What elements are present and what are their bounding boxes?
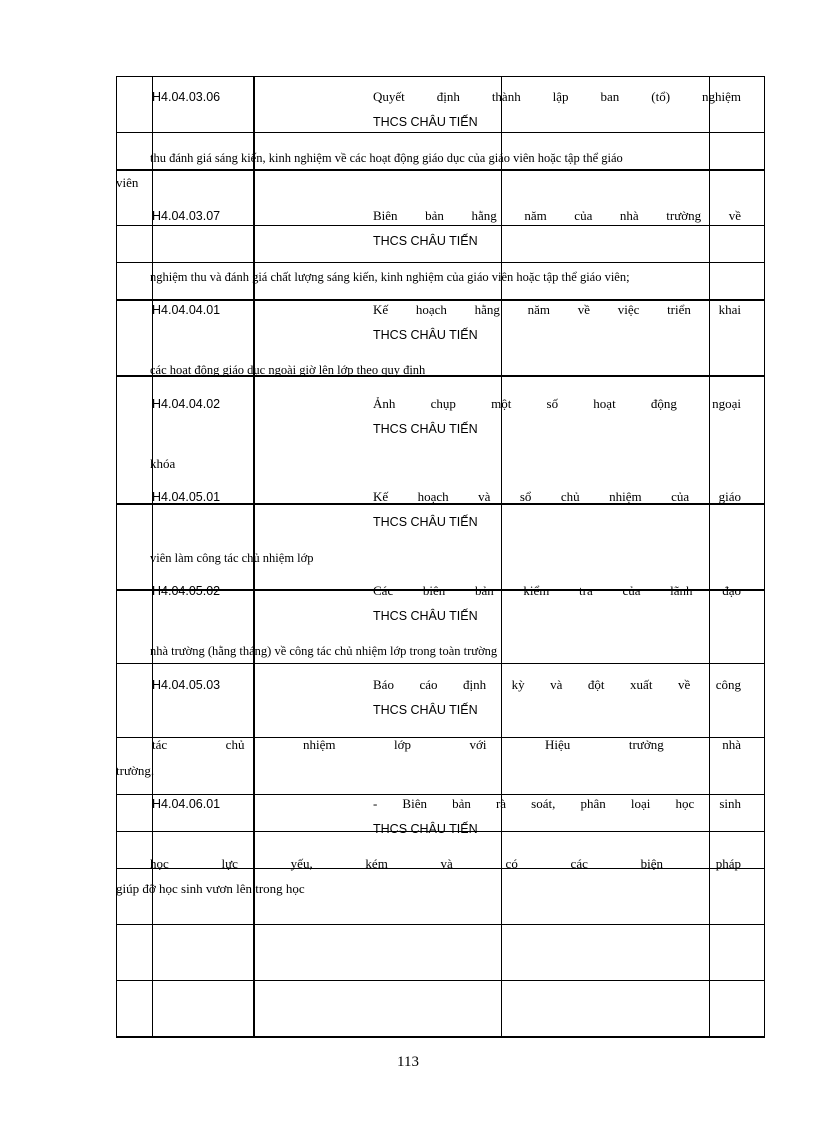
school-name: THCS CHÂU TIẾN: [373, 115, 478, 129]
table-row-divider: [116, 924, 765, 925]
school-name: THCS CHÂU TIẾN: [373, 422, 478, 436]
evidence-title: - Biên bản rà soát, phân loại học sinh: [373, 796, 741, 811]
evidence-title: Quyết định thành lập ban (tổ) nghiệm: [373, 89, 741, 104]
evidence-title: Ảnh chụp một số hoạt động ngoại: [373, 396, 741, 411]
evidence-title-continuation: trường.: [116, 763, 155, 778]
table-row-divider: [116, 794, 765, 795]
evidence-code: H4.04.03.06: [152, 90, 221, 104]
evidence-code: H4.04.06.01: [152, 797, 221, 811]
table-row-divider: [116, 663, 765, 664]
evidence-title: Kế hoạch và sổ chủ nhiệm của giáo: [373, 489, 741, 504]
evidence-title-continuation: học lực yếu, kém và có các biện pháp: [150, 856, 741, 871]
evidence-title-continuation: viên: [116, 175, 139, 190]
table-row-divider: [116, 262, 765, 263]
evidence-code: H4.04.04.01: [152, 303, 221, 317]
page-number: 113: [397, 1054, 419, 1070]
table-border-bottom: [116, 1036, 765, 1038]
evidence-title: Báo cáo định kỳ và đột xuất về công: [373, 677, 741, 692]
evidence-title: Các biên bản kiểm tra của lãnh đạo: [373, 583, 741, 598]
school-name: THCS CHÂU TIẾN: [373, 234, 478, 248]
table-row-divider: [116, 132, 765, 133]
evidence-code: H4.04.04.02: [152, 397, 221, 411]
evidence-title-continuation: khóa: [150, 456, 176, 471]
evidence-title-continuation: nghiệm thu và đánh giá chất lượng sáng kiến, kinh nghiệm của giáo viên hoặc tập thể giáo viên;: [150, 270, 630, 284]
evidence-title-continuation: các hoạt động giáo dục ngoài giờ lên lớp theo quy định: [150, 363, 426, 377]
table-row-divider: [116, 169, 765, 171]
evidence-title-continuation: tác chủ nhiệm lớp với Hiệu trưởng nhà: [152, 737, 741, 752]
evidence-code: H4.04.05.01: [152, 490, 221, 504]
school-name: THCS CHÂU TIẾN: [373, 703, 478, 717]
school-name: THCS CHÂU TIẾN: [373, 328, 478, 342]
evidence-title-continuation: giúp đỡ học sinh vươn lên trong học: [116, 881, 305, 896]
table-border-top: [116, 76, 765, 77]
evidence-title-continuation: thu đánh giá sáng kiến, kinh nghiệm về các hoạt động giáo dục của giáo viên hoặc tập thể giáo: [150, 151, 623, 165]
evidence-code: H4.04.05.02: [152, 584, 221, 598]
school-name: THCS CHÂU TIẾN: [373, 609, 478, 623]
school-name: THCS CHÂU TIẾN: [373, 515, 478, 529]
evidence-title-continuation: viên làm công tác chủ nhiệm lớp: [150, 551, 314, 565]
table-row-divider: [116, 225, 765, 226]
table-border-right: [764, 76, 765, 1038]
evidence-code: H4.04.03.07: [152, 209, 221, 223]
evidence-code: H4.04.05.03: [152, 678, 221, 692]
evidence-title: Biên bản hằng năm của nhà trường về: [373, 208, 741, 223]
evidence-title-continuation: nhà trường (hằng tháng) về công tác chủ nhiệm lớp trong toàn trường: [150, 644, 498, 658]
evidence-title: Kế hoạch hằng năm về việc triển khai: [373, 302, 741, 317]
table-row-divider: [116, 980, 765, 981]
table-row-divider: [116, 299, 765, 301]
school-name: THCS CHÂU TIẾN: [373, 822, 478, 836]
